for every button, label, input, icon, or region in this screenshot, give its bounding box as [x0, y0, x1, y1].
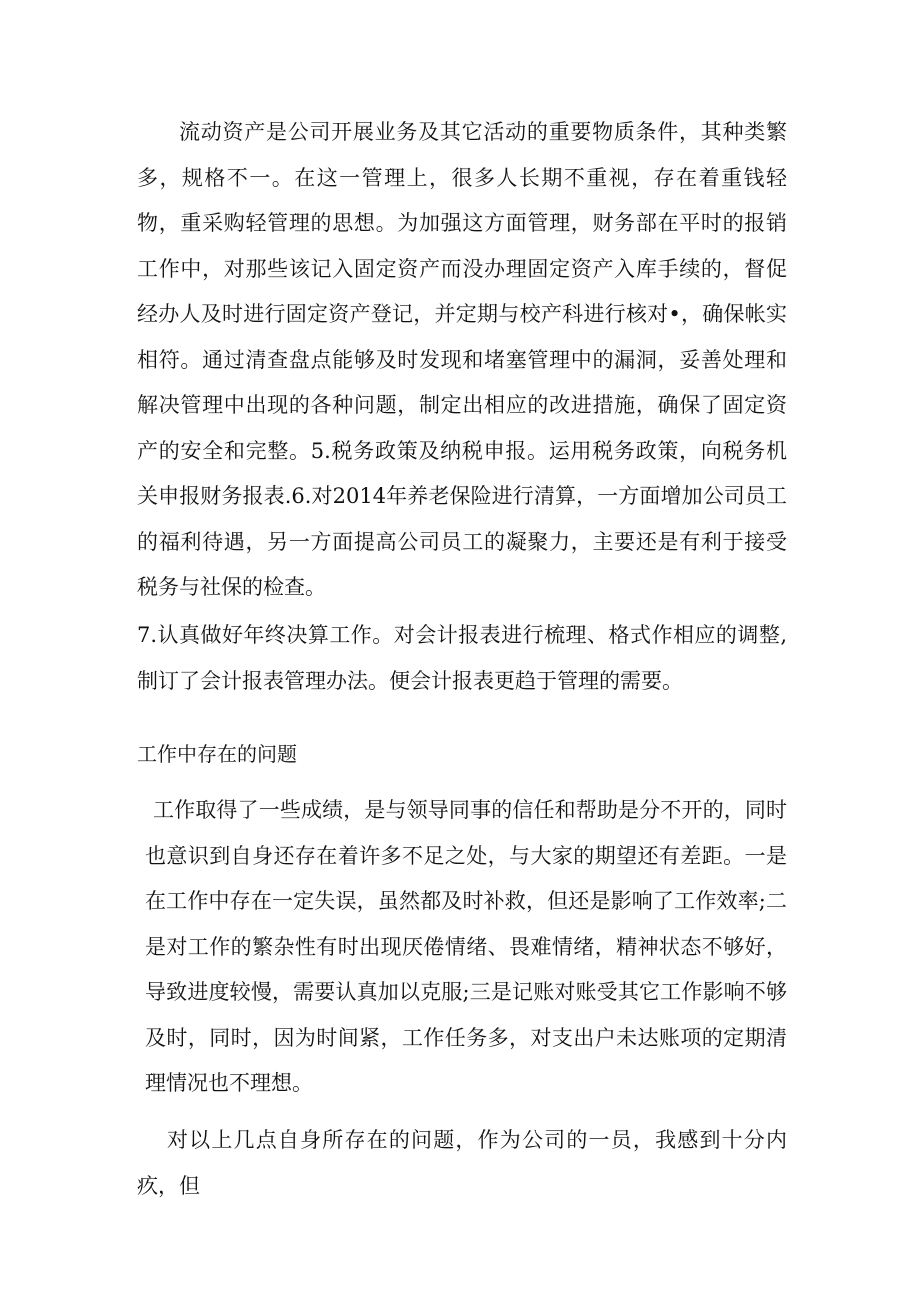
paragraph-reflection: 对以上几点自身所存在的问题，作为公司的一员，我感到十分内疚，但 — [137, 1128, 787, 1198]
section-heading-problems: 工作中存在的问题 — [137, 742, 297, 766]
paragraph-problems: 工作取得了一些成绩，是与领导同事的信任和帮助是分不开的，同时也意识到自身还存在着许多不足之处，与大家的期望还有差距。一是在工作中存在一定失误，虽然都及时补救，但还是影响了工作效率;二是对工作的繁杂性有时出现厌倦情绪、畏难情绪，精神状态不够好，导致进度较慢，需要认真加以克服;三是记账对账受其它工作影响不够及时，同时，因为时间紧，工作任务多，对支出户未达账项的定期清理情况也不理想。 — [145, 798, 787, 1095]
paragraph-year-end-accounts: 7.认真做好年终决算工作。对会计报表进行梳理、格式作相应的调整,制订了会计报表管理办法。便会计报表更趋于管理的需要。 — [137, 623, 787, 693]
paragraph-fixed-assets: 流动资产是公司开展业务及其它活动的重要物质条件，其种类繁多，规格不一。在这一管理上，很多人长期不重视，存在着重钱轻物，重采购轻管理的思想。为加强这方面管理，财务部在平时的报销工作中，对那些该记入固定资产而没办理固定资产入库手续的，督促经办人及时进行固定资产登记，并定期与校产科进行核对•，确保帐实相符。通过清查盘点能够及时发现和堵塞管理中的漏洞，妥善处理和解决管理中出现的各种问题，制定出相应的改进措施，确保了固定资产的安全和完整。5.税务政策及纳税申报。运用税务政策，向税务机关申报财务报表.6.对2014年养老保险进行清算，一方面增加公司员工的福利待遇，另一方面提高公司员工的凝聚力，主要还是有利于接受税务与社保的检查。 — [137, 120, 787, 599]
